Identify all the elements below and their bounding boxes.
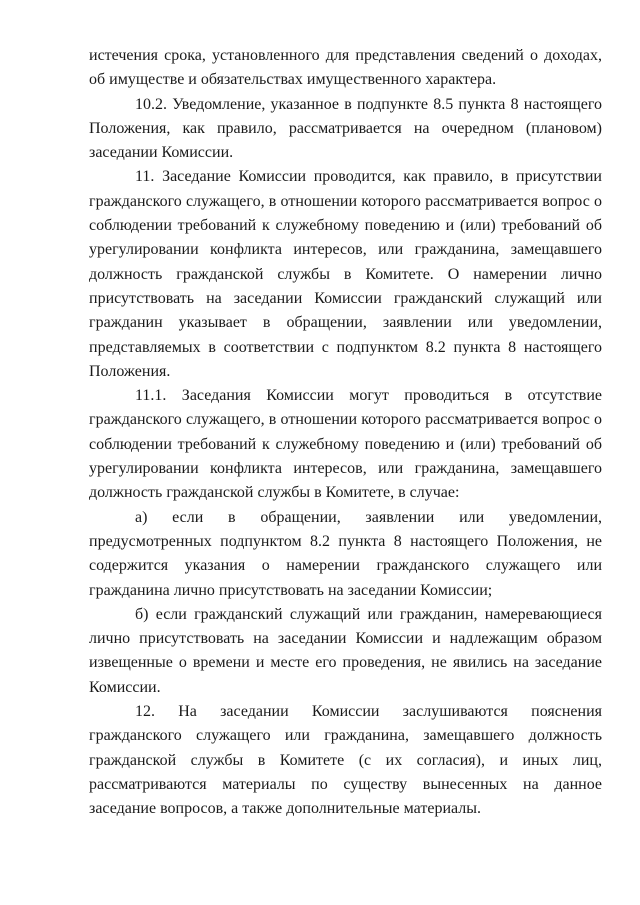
document-body [89, 44, 602, 822]
paragraph-11-1-b: б) если гражданский служащий или гражданин, намеревающиеся лично присутствовать на заседании Комиссии и надлежащим образом извещенные о времени и месте его проведения, не явились на заседание Комиссии. [89, 605, 602, 696]
paragraph-11-1-a: а) если в обращении, заявлении или уведомлении, предусмотренных подпунктом 8.2 пункта 8 настоящего Положения, не содержится указания о намерении гражданского служащего или гражданина лично присутствовать на заседании Комиссии; [89, 508, 602, 599]
paragraph-12: 12. На заседании Комиссии заслушиваются пояснения гражданского служащего или гражданина, замещавшего должность гражданской службы в Комитете (с их согласия), и иных лиц, рассматриваются материалы по существу вынесенных на данное заседание вопросов, а также дополнительные материалы. [89, 703, 602, 818]
paragraph-10-2: 10.2. Уведомление, указанное в подпункте 8.5 пункта 8 настоящего Положения, как правило, рассматривается на очередном (плановом) заседании Комиссии. [89, 95, 602, 162]
paragraph-11-1: 11.1. Заседания Комиссии могут проводиться в отсутствие гражданского служащего, в отношении которого рассматривается вопрос о соблюдении требований к служебному поведению и (или) требований об урегулировании конфликта интересов, или гражданина, замещавшего должность гражданской службы в Комитете, в случае: [89, 387, 602, 502]
paragraph-11: 11. Заседание Комиссии проводится, как правило, в присутствии гражданского служащего, в отношении которого рассматривается вопрос о соблюдении требований к служебному поведению и (или) требований об урегулировании конфликта интересов, или гражданина, замещавшего должность гражданской службы в Комитете. О намерении лично присутствовать на заседании Комиссии гражданский служащий или гражданин указывает в обращении, заявлении или уведомлении, представляемых в соответствии с подпунктом 8.2 пункта 8 настоящего Положения. [89, 168, 602, 380]
paragraph-continuation: истечения срока, установленного для представления сведений о доходах, об имуществе и обязательствах имущественного характера. [89, 47, 602, 89]
